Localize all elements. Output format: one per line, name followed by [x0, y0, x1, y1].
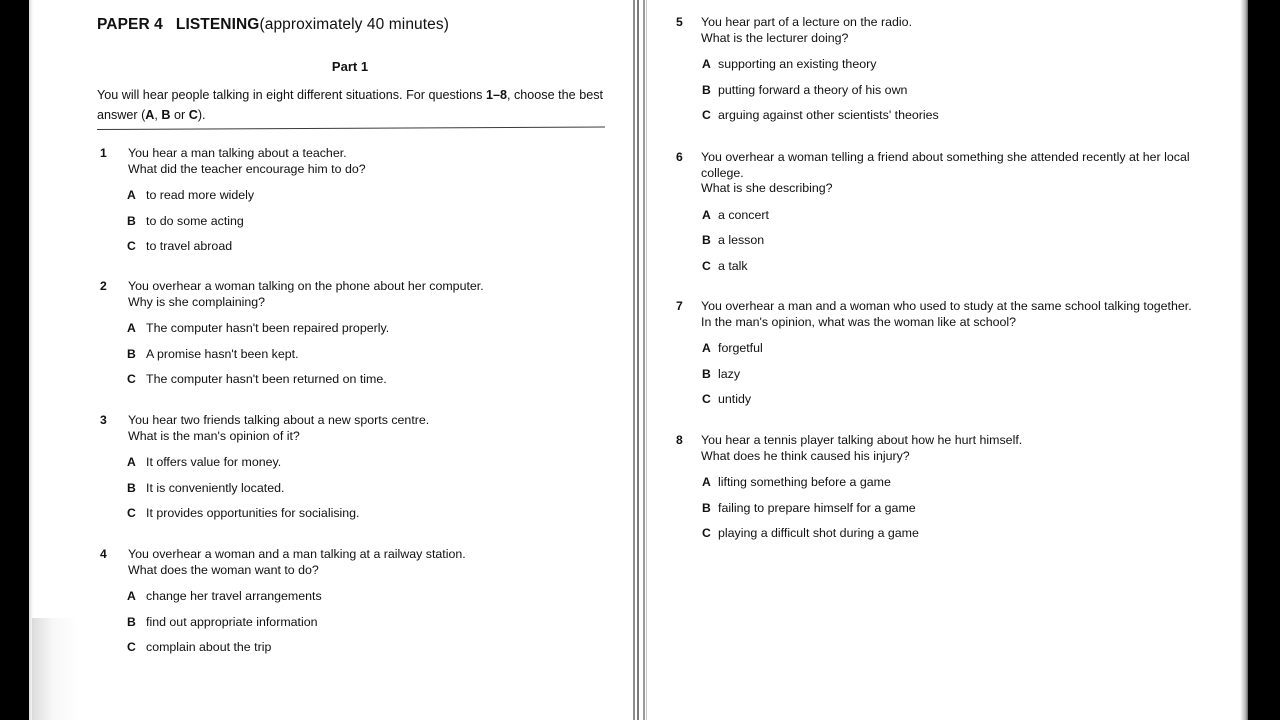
rubric-option-a: A [145, 108, 155, 122]
rubric-option-b: B [161, 108, 171, 122]
option-list [676, 208, 1196, 284]
option-text: to do some acting [146, 213, 244, 228]
page-edge-shadow-right [1240, 0, 1248, 720]
question-stem [128, 146, 610, 177]
page-edge-shadow-left [29, 0, 33, 720]
option-row[interactable] [100, 347, 610, 372]
question-stem [701, 433, 1196, 464]
question-stem-line: What is the lecturer doing? [701, 30, 849, 45]
question-stem-line: What does he think caused his injury? [701, 448, 910, 463]
question-stem [128, 547, 610, 578]
option-text: It is conveniently located. [146, 480, 285, 495]
question-number: 7 [676, 299, 683, 313]
question-number: 2 [100, 279, 107, 293]
question-number: 1 [100, 146, 107, 160]
question-stem-line: You hear two friends talking about a new sports centre. [128, 413, 430, 427]
option-text: untidy [718, 391, 752, 406]
option-letter: A [127, 455, 136, 470]
paper-title [97, 16, 449, 34]
question-block-3 [100, 413, 610, 531]
question-block-8 [676, 433, 1196, 551]
question-stem [701, 150, 1196, 197]
option-row[interactable] [100, 214, 610, 239]
option-row[interactable] [100, 481, 610, 506]
question-stem-line: college. [701, 165, 744, 180]
rubric-segment: or [170, 108, 189, 122]
option-text: putting forward a theory of his own [718, 82, 908, 97]
rubric-segment: , [154, 108, 162, 122]
option-row[interactable] [100, 640, 610, 665]
section-divider-rule [97, 129, 605, 132]
question-number: 5 [676, 15, 683, 29]
option-letter: C [702, 525, 711, 540]
option-text: forgetful [718, 341, 763, 356]
question-block-7 [676, 299, 1196, 417]
option-row[interactable] [100, 506, 610, 531]
option-list [100, 188, 610, 264]
rubric-segment: You will hear people talking in eight different situations. For questions [97, 88, 486, 102]
paper-number: PAPER 4 [97, 16, 163, 33]
question-stem-line: What did the teacher encourage him to do? [128, 161, 366, 176]
option-row[interactable] [100, 589, 610, 614]
question-stem-line: You hear a tennis player talking about how he hurt himself. [701, 433, 1023, 447]
gutter-line [643, 0, 645, 720]
rubric-option-c: C [188, 108, 198, 122]
option-list [100, 589, 610, 665]
option-text: The computer hasn't been repaired properly. [146, 321, 390, 336]
option-letter: B [127, 213, 136, 228]
option-row[interactable] [676, 475, 1196, 500]
option-letter: A [702, 475, 711, 490]
scan-border-left [0, 0, 29, 720]
option-letter: C [127, 505, 136, 520]
option-text: lazy [718, 366, 741, 381]
option-text: playing a difficult shot during a game [718, 525, 919, 540]
gutter-line [637, 0, 639, 720]
question-stem-line: What is the man's opinion of it? [128, 428, 300, 443]
option-row[interactable] [100, 615, 610, 640]
question-stem-line: Why is she complaining? [128, 294, 266, 309]
scan-smudge [32, 618, 78, 720]
option-text: A promise hasn't been kept. [146, 346, 299, 361]
option-row[interactable] [676, 501, 1196, 526]
question-stem [128, 413, 610, 444]
option-text: change her travel arrangements [146, 589, 322, 604]
option-row[interactable] [676, 208, 1196, 233]
question-number: 8 [676, 433, 683, 447]
option-letter: B [702, 82, 711, 97]
option-text: The computer hasn't been returned on time. [146, 371, 387, 386]
gutter-line [646, 0, 647, 720]
option-row[interactable] [100, 372, 610, 397]
option-list [676, 341, 1196, 417]
option-row[interactable] [676, 392, 1196, 417]
option-text: to travel abroad [146, 238, 233, 253]
question-number: 4 [100, 547, 107, 561]
option-text: lifting something before a game [718, 475, 891, 490]
option-letter: C [127, 238, 136, 253]
option-letter: B [127, 346, 136, 361]
scan-border-right [1248, 0, 1280, 720]
option-letter: A [127, 589, 136, 604]
question-block-1 [100, 146, 610, 264]
option-letter: A [127, 321, 136, 336]
rubric-question-range: 1–8 [485, 88, 507, 102]
option-letter: B [127, 480, 136, 495]
question-stem-line: You overhear a woman talking on the phone about her computer. [128, 279, 484, 293]
question-block-5 [676, 15, 1196, 133]
option-row[interactable] [100, 188, 610, 213]
option-list [676, 57, 1196, 133]
option-text: It provides opportunities for socialising. [146, 505, 360, 520]
question-block-2 [100, 279, 610, 397]
rubric-segment: ). [197, 108, 206, 122]
question-stem-line: What does the woman want to do? [128, 562, 319, 577]
option-row[interactable] [676, 108, 1196, 133]
option-row[interactable] [676, 83, 1196, 108]
question-stem-line: You hear a man talking about a teacher. [128, 146, 347, 160]
option-text: to read more widely [146, 188, 255, 203]
option-list [100, 455, 610, 531]
option-text: a talk [718, 258, 748, 273]
option-text: a lesson [718, 233, 765, 248]
question-stem-line: You hear part of a lecture on the radio. [701, 15, 913, 29]
option-text: It offers value for money. [146, 455, 282, 470]
book-gutter [633, 0, 647, 720]
paper-skill: LISTENING [175, 16, 260, 33]
question-stem-line: You overhear a man and a woman who used to study at the same school talking together. [701, 299, 1192, 313]
option-row[interactable] [676, 341, 1196, 366]
option-letter: A [702, 207, 711, 222]
option-text: a concert [718, 207, 769, 222]
rubric-segment: , choose the best [506, 88, 603, 102]
option-list [100, 321, 610, 397]
option-row[interactable] [100, 455, 610, 480]
option-text: failing to prepare himself for a game [718, 500, 916, 515]
question-block-6 [676, 150, 1196, 284]
option-text: arguing against other scientists' theories [718, 107, 939, 122]
option-row[interactable] [676, 259, 1196, 284]
gutter-line [633, 0, 635, 720]
option-text: find out appropriate information [146, 614, 318, 629]
option-row[interactable] [676, 57, 1196, 82]
option-letter: A [702, 341, 711, 356]
rubric-segment: answer ( [97, 108, 146, 122]
part-heading: Part 1 [331, 59, 369, 74]
question-number: 3 [100, 413, 107, 427]
option-letter: C [702, 107, 711, 122]
option-letter: C [127, 639, 136, 654]
question-stem [128, 279, 610, 310]
question-block-4 [100, 547, 610, 665]
option-letter: A [702, 57, 711, 72]
option-letter: C [702, 258, 711, 273]
question-stem-line: You overhear a woman telling a friend about something she attended recently at her local [701, 150, 1190, 164]
option-letter: B [702, 366, 711, 381]
option-letter: A [127, 188, 136, 203]
paper-duration: (approximately 40 minutes) [259, 16, 450, 33]
instructions-text [97, 85, 603, 125]
option-row[interactable] [100, 239, 610, 264]
option-letter: C [702, 391, 711, 406]
option-row[interactable] [676, 367, 1196, 392]
option-row[interactable] [676, 233, 1196, 258]
question-stem-line: What is she describing? [701, 181, 833, 196]
question-number: 6 [676, 150, 683, 164]
option-letter: B [702, 233, 711, 248]
option-row[interactable] [676, 526, 1196, 551]
option-text: complain about the trip [146, 639, 272, 654]
question-stem [701, 15, 1196, 46]
option-letter: C [127, 371, 136, 386]
option-letter: B [127, 614, 136, 629]
question-stem-line: You overhear a woman and a man talking at a railway station. [128, 547, 466, 561]
question-stem [701, 299, 1196, 330]
option-letter: B [702, 500, 711, 515]
option-list [676, 475, 1196, 551]
option-row[interactable] [100, 321, 610, 346]
question-stem-line: In the man's opinion, what was the woman like at school? [701, 314, 1017, 329]
option-text: supporting an existing theory [718, 57, 877, 72]
